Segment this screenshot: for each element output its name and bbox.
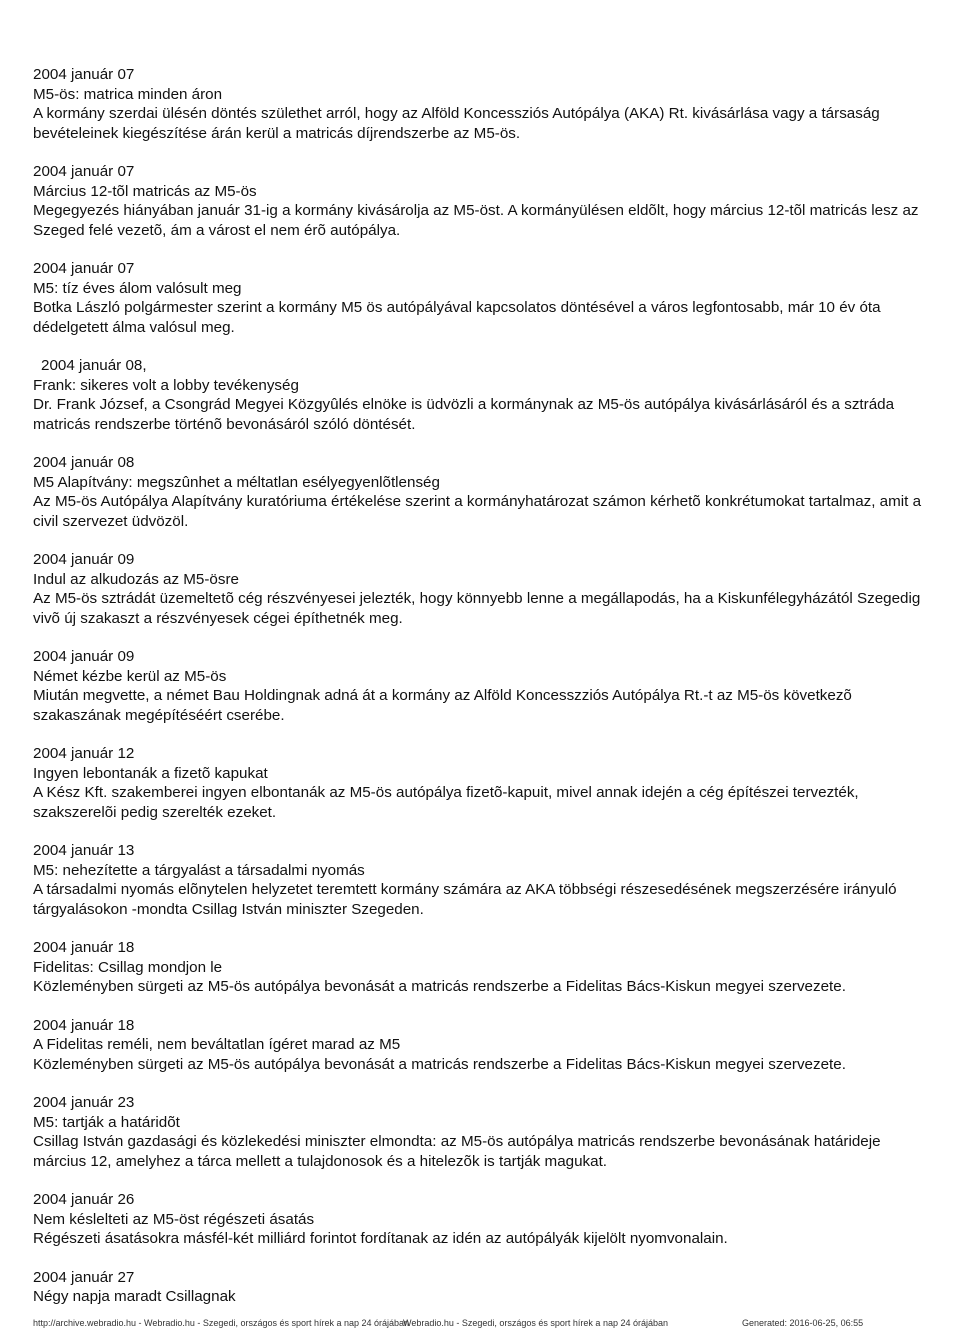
entry-title: M5: tartják a határidõt bbox=[33, 1113, 180, 1131]
entry-title: M5-ös: matrica minden áron bbox=[33, 85, 223, 103]
entry-title: Frank: sikeres volt a lobby tevékenység bbox=[33, 376, 299, 394]
entry-date: 2004 január 23 bbox=[33, 1094, 135, 1111]
news-entry bbox=[33, 938, 933, 997]
news-entry bbox=[33, 550, 933, 628]
entry-date: 2004 január 12 bbox=[33, 745, 135, 762]
entry-date: 2004 január 26 bbox=[33, 1191, 135, 1208]
page-footer bbox=[33, 1316, 933, 1330]
entry-date: 2004 január 18 bbox=[33, 1016, 135, 1034]
entry-body: Közleményben sürgeti az M5-ös autópálya bevonását a matricás rendszerbe a Fidelitas Bács-Kiskun megyei szervezete. bbox=[33, 978, 846, 995]
entry-body: A Kész Kft. szakemberei ingyen elbontanák az M5-ös autópálya fizetõ-kapuit, mivel annak idején a cég építészei tervezték, szakszerelõi pedig szerelték ezeket. bbox=[33, 784, 859, 821]
entry-title: Nem késlelteti az M5-öst régészeti ásatás bbox=[33, 1210, 315, 1228]
entry-title: M5: tíz éves álom valósult meg bbox=[33, 279, 242, 297]
entry-title: Négy napja maradt Csillagnak bbox=[33, 1288, 236, 1305]
entry-date: 2004 január 18 bbox=[33, 939, 135, 956]
entry-body: Csillag István gazdasági és közlekedési miniszter elmondta: az M5-ös autópálya matricás rendszerbe bevonásának határideje március 12, amelyhez a tárca mellett a tulajdonosok és a hitelezõk is tartják magukat. bbox=[33, 1133, 881, 1170]
news-entry bbox=[33, 65, 933, 143]
entry-body: Régészeti ásatásokra másfél-két milliárd forintot fordítanak az idén az autópályák kijelölt nyomvonalain. bbox=[33, 1230, 728, 1247]
entry-body: Az M5-ös Autópálya Alapítvány kuratóriuma értékelése szerint a kormányhatározat számon kérhetõ konkrétumokat tartalmaz, amit a civil szervezet üdvözöl. bbox=[33, 493, 922, 530]
news-entry bbox=[33, 259, 933, 337]
entry-title: Fidelitas: Csillag mondjon le bbox=[33, 958, 223, 976]
entry-date: 2004 január 08, bbox=[41, 357, 147, 374]
entry-date: 2004 január 13 bbox=[33, 842, 135, 859]
entry-date: 2004 január 09 bbox=[33, 551, 135, 568]
news-entry bbox=[33, 841, 933, 919]
entry-date: 2004 január 07 bbox=[33, 163, 135, 180]
entry-date: 2004 január 07 bbox=[33, 260, 135, 277]
entry-title: Német kézbe kerül az M5-ös bbox=[33, 667, 227, 685]
entry-title: Március 12-tõl matricás az M5-ös bbox=[33, 182, 257, 200]
entry-date: 2004 január 27 bbox=[33, 1268, 135, 1286]
entry-title: M5 Alapítvány: megszûnhet a méltatlan esélyegyenlõtlenség bbox=[33, 473, 440, 491]
news-archive-page bbox=[33, 65, 933, 1326]
footer-site-title: Webradio.hu - Szegedi, országos és sport hírek a nap 24 órájában bbox=[403, 1318, 668, 1328]
entry-body: Közleményben sürgeti az M5-ös autópálya bevonását a matricás rendszerbe a Fidelitas Bács-Kiskun megyei szervezete. bbox=[33, 1055, 846, 1073]
entry-body: Dr. Frank József, a Csongrád Megyei Közgyûlés elnöke is üdvözli a kormánynak az M5-ös autópálya kivásárlásáról és a sztráda matricás rendszerbe történõ bevonásáról szóló döntését. bbox=[33, 396, 895, 433]
entry-date: 2004 január 07 bbox=[33, 66, 135, 83]
news-entry bbox=[33, 1016, 933, 1075]
news-entry bbox=[33, 356, 933, 434]
entry-title: A Fidelitas reméli, nem beváltatlan ígéret marad az M5 bbox=[33, 1036, 401, 1053]
entry-body: Megegyezés hiányában január 31-ig a kormány kivásárolja az M5-öst. A kormányülésen eldõlt, hogy március 12-tõl matricás lesz az Szeged felé vezetõ, ám a várost el nem érõ autópálya. bbox=[33, 202, 919, 239]
entry-body: A kormány szerdai ülésén döntés születhet arról, hogy az Alföld Koncessziós Autópálya (AKA) Rt. kivásárlása vagy a társaság bevételeinek kiegészítése árán kerül a matricás díjrendszerbe az M5-ös. bbox=[33, 105, 880, 142]
news-entry bbox=[33, 744, 933, 822]
news-entry bbox=[33, 1190, 933, 1249]
news-entry bbox=[33, 1268, 933, 1307]
footer-generated-timestamp: Generated: 2016-06-25, 06:55 bbox=[742, 1318, 864, 1328]
entry-title: Indul az alkudozás az M5-ösre bbox=[33, 570, 239, 588]
entry-title: Ingyen lebontanák a fizetõ kapukat bbox=[33, 764, 268, 782]
news-entry bbox=[33, 162, 933, 240]
entry-body: Miután megvette, a német Bau Holdingnak adná át a kormány az Alföld Koncesszziós Autópálya Rt.-t az M5-ös következõ szakaszának megépítéséért cserébe. bbox=[33, 687, 852, 724]
news-entry bbox=[33, 1093, 933, 1171]
entry-date: 2004 január 09 bbox=[33, 648, 135, 665]
entry-date: 2004 január 08 bbox=[33, 454, 135, 471]
entry-body: A társadalmi nyomás elõnytelen helyzetet teremtett kormány számára az AKA többségi részesedésének megszerzésére irányuló tárgyalásokon -mondta Csillag István miniszter Szegeden. bbox=[33, 881, 897, 918]
entry-body: Az M5-ös sztrádát üzemeltetõ cég részvényesei jelezték, hogy könnyebb lenne a megállapodás, ha a Kiskunfélegyházától Szegedig vivõ új szakaszt a részvényesek cégei építhetnék meg. bbox=[33, 590, 921, 627]
footer-url-link[interactable]: http://archive.webradio.hu - Webradio.hu - Szegedi, országos és sport hírek a nap 24 órájában bbox=[33, 1318, 410, 1328]
entry-body: Botka László polgármester szerint a kormány M5 ös autópályával kapcsolatos döntésével a város legfontosabb, már 10 év óta dédelgetett álma valósul meg. bbox=[33, 299, 881, 336]
news-entry bbox=[33, 647, 933, 725]
news-entry bbox=[33, 453, 933, 531]
entry-title: M5: nehezítette a tárgyalást a társadalmi nyomás bbox=[33, 861, 365, 879]
